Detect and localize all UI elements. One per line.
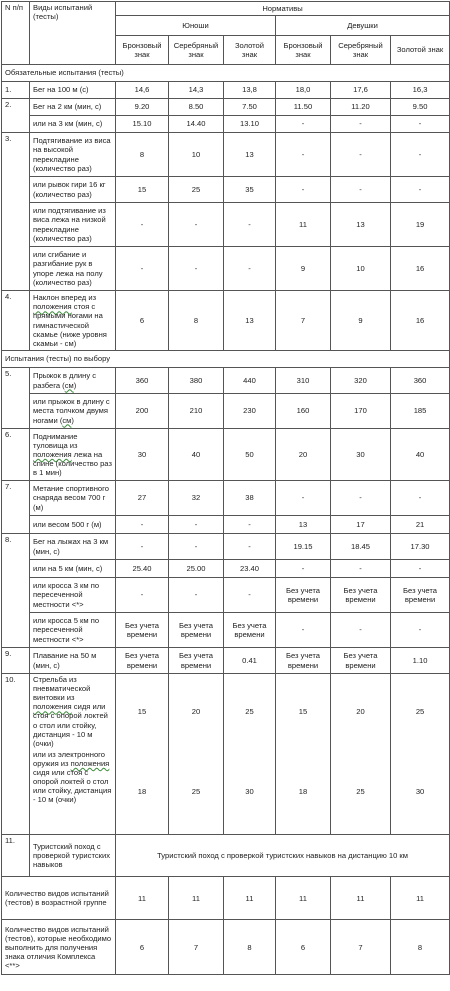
norm-value: - bbox=[169, 578, 224, 613]
row-number: 3. bbox=[2, 133, 30, 291]
norm-value: 11 bbox=[116, 877, 169, 920]
norm-value: - bbox=[276, 560, 331, 578]
norm-value: Без учета времени bbox=[331, 648, 391, 674]
norm-value: 17,6 bbox=[331, 82, 391, 99]
norm-value: - bbox=[391, 613, 450, 648]
row-number: 7. bbox=[2, 481, 30, 534]
norm-value: 7 bbox=[169, 920, 224, 975]
table-row bbox=[2, 368, 450, 394]
norm-value: 18.45 bbox=[331, 534, 391, 560]
norm-value: - bbox=[169, 203, 224, 247]
norm-value: 19 bbox=[391, 203, 450, 247]
table-row bbox=[2, 99, 450, 116]
table-row bbox=[2, 560, 450, 578]
norm-value: Без учета времени bbox=[276, 578, 331, 613]
norm-value: 320 bbox=[331, 368, 391, 394]
norm-value: 50 bbox=[224, 429, 276, 481]
norm-value: 11 bbox=[224, 877, 276, 920]
norm-value: 23.40 bbox=[224, 560, 276, 578]
norm-value: - bbox=[331, 481, 391, 516]
norm-value: 13 bbox=[224, 291, 276, 351]
row-number: 4. bbox=[2, 291, 30, 351]
table-row bbox=[2, 177, 450, 203]
norm-value: 230 bbox=[224, 394, 276, 429]
test-name: Бег на 100 м (с) bbox=[30, 82, 116, 99]
norm-value: Без учета времени bbox=[331, 578, 391, 613]
norm-value: 40 bbox=[169, 429, 224, 481]
norm-value: - bbox=[116, 578, 169, 613]
norm-value: 13,8 bbox=[224, 82, 276, 99]
norm-value: - bbox=[224, 516, 276, 534]
norm-value: 0.41 bbox=[224, 648, 276, 674]
norm-value: 9 bbox=[276, 247, 331, 291]
norm-value: 16,3 bbox=[391, 82, 450, 99]
test-name: Подтягивание из виса на высокой перекладине (количество раз) bbox=[30, 133, 116, 177]
norm-value: - bbox=[331, 613, 391, 648]
norm-value: 38 bbox=[224, 481, 276, 516]
table-row bbox=[2, 534, 450, 560]
badge-bronze-boys: Бронзовый знак bbox=[116, 36, 169, 65]
norm-value: 25 bbox=[224, 674, 276, 749]
norm-value: 11 bbox=[331, 877, 391, 920]
header-boys: Юноши bbox=[116, 16, 276, 36]
table-row bbox=[2, 133, 450, 177]
norm-value: 160 bbox=[276, 394, 331, 429]
table-row bbox=[2, 203, 450, 247]
norm-value: - bbox=[391, 133, 450, 177]
norm-value: 15 bbox=[276, 674, 331, 749]
table-row bbox=[2, 481, 450, 516]
norm-value: 8 bbox=[224, 920, 276, 975]
test-name: Стрельба из пневматической винтовки из положения сидя или стоя с опорой локтей о стол или стойку, дистанция - 10 м (очки) bbox=[30, 674, 116, 749]
table-row bbox=[2, 920, 450, 975]
norm-value: 18,0 bbox=[276, 82, 331, 99]
norm-value: 25 bbox=[169, 749, 224, 835]
norm-value: 30 bbox=[224, 749, 276, 835]
test-name: или подтягивание из виса лежа на низкой перекладине (количество раз) bbox=[30, 203, 116, 247]
norm-value: 15.10 bbox=[116, 116, 169, 133]
test-name: или рывок гири 16 кг (количество раз) bbox=[30, 177, 116, 203]
norm-value: 10 bbox=[169, 133, 224, 177]
norms-table bbox=[1, 1, 450, 975]
norm-value: 8 bbox=[116, 133, 169, 177]
norm-value: Без учета времени bbox=[169, 648, 224, 674]
norm-value: 11.20 bbox=[331, 99, 391, 116]
test-name: или на 5 км (мин, с) bbox=[30, 560, 116, 578]
badge-silver-boys: Серебряный знак bbox=[169, 36, 224, 65]
norm-value: Без учета времени bbox=[116, 613, 169, 648]
badge-gold-girls: Золотой знак bbox=[391, 36, 450, 65]
badge-gold-boys: Золотой знак bbox=[224, 36, 276, 65]
norm-value: 14,3 bbox=[169, 82, 224, 99]
norm-value: 6 bbox=[276, 920, 331, 975]
norm-value: - bbox=[169, 247, 224, 291]
norm-value: - bbox=[331, 560, 391, 578]
table-row bbox=[2, 674, 450, 749]
norm-value: 16 bbox=[391, 247, 450, 291]
norm-value: 16 bbox=[391, 291, 450, 351]
test-name: Наклон вперед из положения стоя с прямыми ногами на гимнастической скамье (ниже уровня скамьи - см) bbox=[30, 291, 116, 351]
norm-value: 30 bbox=[116, 429, 169, 481]
norm-value: 25 bbox=[331, 749, 391, 835]
table-row bbox=[2, 578, 450, 613]
norm-value: 7.50 bbox=[224, 99, 276, 116]
norm-value: 6 bbox=[116, 920, 169, 975]
norm-value: 20 bbox=[276, 429, 331, 481]
table-row bbox=[2, 749, 450, 835]
norm-value: Без учета времени bbox=[276, 648, 331, 674]
norm-value: - bbox=[276, 116, 331, 133]
norm-value: - bbox=[116, 534, 169, 560]
table-row bbox=[2, 116, 450, 133]
norm-value: 17 bbox=[331, 516, 391, 534]
test-name: или из электронного оружия из положения сидя или стоя с опорой локтей о стол или стойку, дистанция - 10 м (очки) bbox=[30, 749, 116, 835]
norm-value: 9.50 bbox=[391, 99, 450, 116]
norm-value: - bbox=[224, 247, 276, 291]
norm-value: 14.40 bbox=[169, 116, 224, 133]
norm-value: 18 bbox=[116, 749, 169, 835]
header-girls: Девушки bbox=[276, 16, 450, 36]
norm-value: 13 bbox=[276, 516, 331, 534]
norm-value: 11 bbox=[276, 877, 331, 920]
table-row bbox=[2, 394, 450, 429]
norm-value: - bbox=[224, 203, 276, 247]
table-row bbox=[2, 82, 450, 99]
test-name: Поднимание туловища из положения лежа на спине (количество раз в 1 мин) bbox=[30, 429, 116, 481]
norm-value: Без учета времени bbox=[224, 613, 276, 648]
norm-value: 32 bbox=[169, 481, 224, 516]
badge-bronze-girls: Бронзовый знак bbox=[276, 36, 331, 65]
row-number: 10. bbox=[2, 674, 30, 835]
norm-value: 6 bbox=[116, 291, 169, 351]
norm-value: 25 bbox=[391, 674, 450, 749]
test-name: или на 3 км (мин, с) bbox=[30, 116, 116, 133]
norm-value: - bbox=[276, 481, 331, 516]
test-name: Прыжок в длину с разбега (см) bbox=[30, 368, 116, 394]
norm-value: 7 bbox=[331, 920, 391, 975]
test-name: Бег на 2 км (мин, с) bbox=[30, 99, 116, 116]
table-row bbox=[2, 613, 450, 648]
norm-value: - bbox=[391, 481, 450, 516]
norm-value: 1.10 bbox=[391, 648, 450, 674]
header-num: N п/п bbox=[2, 2, 30, 65]
norm-value: - bbox=[224, 578, 276, 613]
norm-value: 11 bbox=[391, 877, 450, 920]
norm-value: 35 bbox=[224, 177, 276, 203]
norm-value: - bbox=[331, 116, 391, 133]
norm-value: - bbox=[391, 560, 450, 578]
norm-value: 185 bbox=[391, 394, 450, 429]
row-number: 11. bbox=[2, 835, 30, 877]
norm-value: 17.30 bbox=[391, 534, 450, 560]
norm-value: - bbox=[116, 516, 169, 534]
row-number: 9. bbox=[2, 648, 30, 674]
norm-value: 7 bbox=[276, 291, 331, 351]
norm-value: 170 bbox=[331, 394, 391, 429]
test-name: Туристский поход с проверкой туристских навыков bbox=[30, 835, 116, 877]
section-optional: Испытания (тесты) по выбору bbox=[2, 351, 450, 368]
norm-value: 19.15 bbox=[276, 534, 331, 560]
header-norms: Нормативы bbox=[116, 2, 450, 16]
norm-value: 27 bbox=[116, 481, 169, 516]
norm-value: 30 bbox=[331, 429, 391, 481]
norm-value: - bbox=[116, 203, 169, 247]
norm-value: Без учета времени bbox=[391, 578, 450, 613]
norm-value: - bbox=[391, 116, 450, 133]
norm-value: 380 bbox=[169, 368, 224, 394]
norm-value: 13.10 bbox=[224, 116, 276, 133]
test-name: Метание спортивного снаряда весом 700 г (м) bbox=[30, 481, 116, 516]
norm-value: - bbox=[169, 516, 224, 534]
norm-value: - bbox=[276, 133, 331, 177]
count-tests-required: Количество видов испытаний (тестов), которые необходимо выполнить для получения знака отличия Комплекса <**> bbox=[2, 920, 116, 975]
test-name: или кросса 3 км по пересеченной местности <*> bbox=[30, 578, 116, 613]
norm-value: 30 bbox=[391, 749, 450, 835]
norm-value: 8.50 bbox=[169, 99, 224, 116]
badge-silver-girls: Серебряный знак bbox=[331, 36, 391, 65]
norm-value: - bbox=[116, 247, 169, 291]
table-row bbox=[2, 877, 450, 920]
norm-value: 10 bbox=[331, 247, 391, 291]
norm-value: 8 bbox=[169, 291, 224, 351]
norm-value: 25 bbox=[169, 177, 224, 203]
norm-value: 13 bbox=[224, 133, 276, 177]
norm-value: 14,6 bbox=[116, 82, 169, 99]
norm-value: 11 bbox=[169, 877, 224, 920]
norm-value: 15 bbox=[116, 674, 169, 749]
norm-value: 20 bbox=[331, 674, 391, 749]
table-row bbox=[2, 516, 450, 534]
norm-value: - bbox=[276, 177, 331, 203]
norm-value: - bbox=[331, 133, 391, 177]
norm-value: 360 bbox=[116, 368, 169, 394]
test-name: Плавание на 50 м (мин, с) bbox=[30, 648, 116, 674]
test-name: или сгибание и разгибание рук в упоре лежа на полу (количество раз) bbox=[30, 247, 116, 291]
test-name: или прыжок в длину с места толчком двумя ногами (см) bbox=[30, 394, 116, 429]
norm-value: 21 bbox=[391, 516, 450, 534]
norm-value: 9.20 bbox=[116, 99, 169, 116]
norm-value: 20 bbox=[169, 674, 224, 749]
norm-value: - bbox=[391, 177, 450, 203]
norm-value: 9 bbox=[331, 291, 391, 351]
row-number: 8. bbox=[2, 534, 30, 648]
norm-value: 11.50 bbox=[276, 99, 331, 116]
header-tests: Виды испытаний (тесты) bbox=[30, 2, 116, 65]
test-name: Бег на лыжах на 3 км (мин, с) bbox=[30, 534, 116, 560]
norm-value: 18 bbox=[276, 749, 331, 835]
norm-value: 200 bbox=[116, 394, 169, 429]
table-row bbox=[2, 648, 450, 674]
norm-value: 440 bbox=[224, 368, 276, 394]
norm-value: 210 bbox=[169, 394, 224, 429]
norm-value: 25.00 bbox=[169, 560, 224, 578]
norm-value: - bbox=[331, 177, 391, 203]
norm-value: - bbox=[169, 534, 224, 560]
test-name: или весом 500 г (м) bbox=[30, 516, 116, 534]
count-tests-age-group: Количество видов испытаний (тестов) в возрастной группе bbox=[2, 877, 116, 920]
merged-norm: Туристский поход с проверкой туристских навыков на дистанцию 10 км bbox=[116, 835, 450, 877]
norm-value: Без учета времени bbox=[169, 613, 224, 648]
norm-value: 15 bbox=[116, 177, 169, 203]
norm-value: 310 bbox=[276, 368, 331, 394]
row-number: 5. bbox=[2, 368, 30, 429]
norm-value: 40 bbox=[391, 429, 450, 481]
norm-value: Без учета времени bbox=[116, 648, 169, 674]
row-number: 6. bbox=[2, 429, 30, 481]
norm-value: 360 bbox=[391, 368, 450, 394]
norm-value: - bbox=[276, 613, 331, 648]
row-number: 2. bbox=[2, 99, 30, 133]
norm-value: 11 bbox=[276, 203, 331, 247]
table-row bbox=[2, 291, 450, 351]
section-mandatory: Обязательные испытания (тесты) bbox=[2, 65, 450, 82]
table-row bbox=[2, 835, 450, 877]
row-number: 1. bbox=[2, 82, 30, 99]
table-row bbox=[2, 429, 450, 481]
test-name: или кросса 5 км по пересеченной местности <*> bbox=[30, 613, 116, 648]
norm-value: 25.40 bbox=[116, 560, 169, 578]
norm-value: - bbox=[224, 534, 276, 560]
table-row bbox=[2, 247, 450, 291]
norm-value: 13 bbox=[331, 203, 391, 247]
norm-value: 8 bbox=[391, 920, 450, 975]
